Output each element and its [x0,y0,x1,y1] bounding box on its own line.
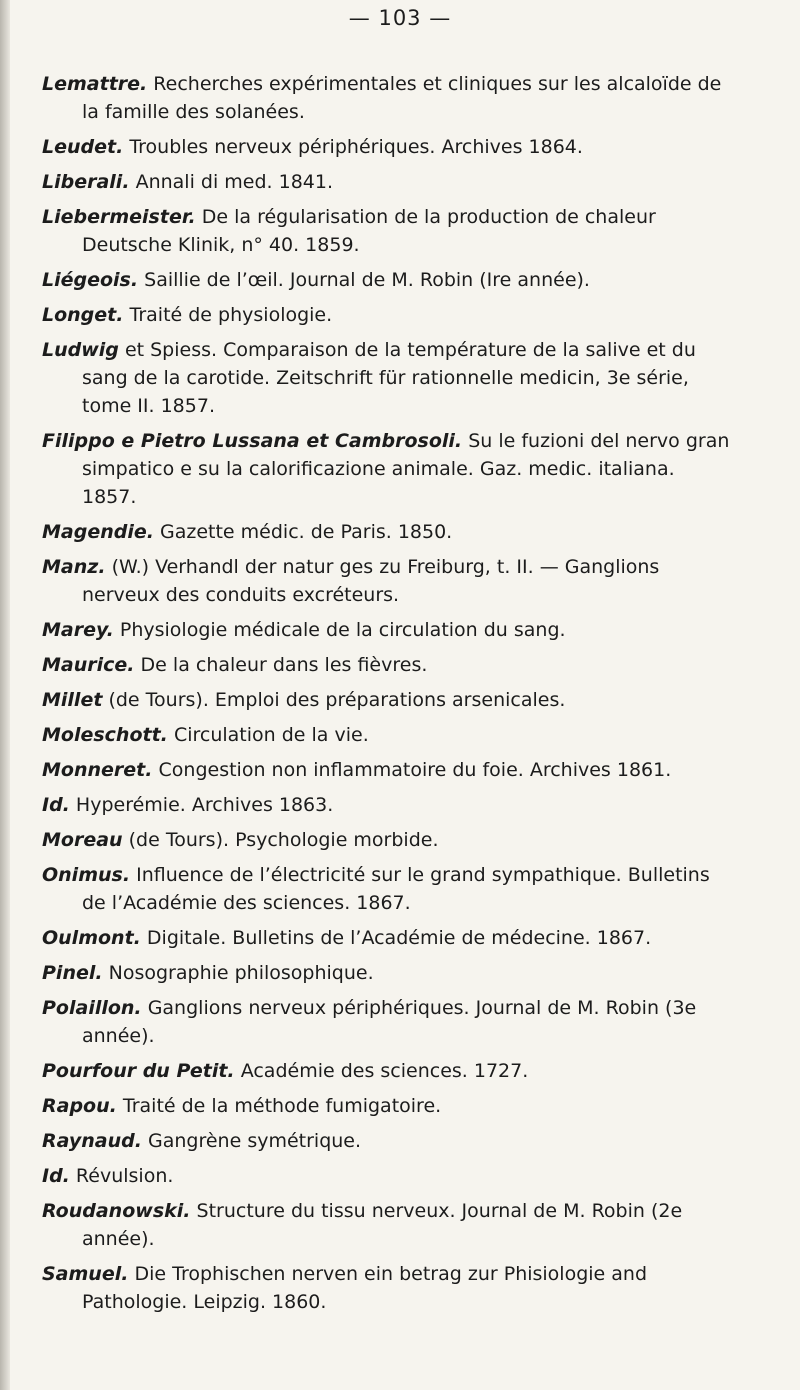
bibliography-entry [42,1260,732,1316]
entry-text: et Spiess. Comparaison de la température de la salive et du sang de la carotide. Zeitschrift für rationnelle medicin, 3e série, tome II. 1857. [82,339,696,417]
bibliography-entry [42,168,732,196]
bibliography-entry [42,518,732,546]
entry-author: Rapou. [42,1095,117,1117]
bibliography-entry [42,651,732,679]
entry-text: Digitale. Bulletins de l’Académie de médecine. 1867. [140,927,652,949]
entry-author: Raynaud. [42,1130,142,1152]
entry-text: Recherches expérimentales et cliniques sur les alcaloïde de la famille des solanées. [82,73,722,123]
entry-author: Filippo e Pietro Lussana et Cambrosoli. [42,430,463,452]
entry-text: Die Trophischen nerven ein betrag zur Phisiologie and Pathologie. Leipzig. 1860. [82,1263,648,1313]
entry-text: Su le fuzioni del nervo gran simpatico e su la calorificazione animale. Gaz. medic. italiana. 1857. [82,430,730,508]
bibliography-entry [42,1162,732,1190]
entry-author: Roudanowski. [42,1200,191,1222]
bibliography-entry [42,301,732,329]
entry-author: Samuel. [42,1263,129,1285]
entry-text: Gazette médic. de Paris. 1850. [153,521,453,543]
bibliography-entry [42,203,732,259]
entry-text: (de Tours). Emploi des préparations arsenicales. [102,689,566,711]
bibliography-entry [42,70,732,126]
entry-author: Moleschott. [42,724,168,746]
entry-author: Onimus. [42,864,131,886]
entry-author: Oulmont. [42,927,141,949]
entry-text: Structure du tissu nerveux. Journal de M. Robin (2e année). [82,1200,683,1250]
entry-text: Congestion non inflammatoire du foie. Archives 1861. [152,759,672,781]
bibliography-entry [42,1197,732,1253]
bibliography-entry [42,686,732,714]
entry-text: Traité de la méthode fumigatoire. [116,1095,442,1117]
bibliography-entry [42,266,732,294]
entry-text: De la régularisation de la production de chaleur Deutsche Klinik, n° 40. 1859. [82,206,656,256]
entry-text: Saillie de l’œil. Journal de M. Robin (Ire année). [138,269,590,291]
entry-author: Pinel. [42,962,103,984]
bibliography-entry [42,924,732,952]
entry-text: Troubles nerveux périphériques. Archives 1864. [123,136,583,158]
entry-text: (de Tours). Psychologie morbide. [122,829,439,851]
entry-author: Maurice. [42,654,135,676]
entry-text: Ganglions nerveux périphériques. Journal de M. Robin (3e année). [82,997,697,1047]
bibliography-entry [42,427,732,511]
entry-text: Gangrène symétrique. [141,1130,362,1152]
entry-author: Millet [42,689,103,711]
entry-text: Traité de physiologie. [123,304,333,326]
entry-text: Académie des sciences. 1727. [234,1060,529,1082]
entry-author: Liberali. [42,171,130,193]
entry-author: Liégeois. [42,269,139,291]
entry-author: Longet. [42,304,124,326]
entry-author: Ludwig [42,339,119,361]
bibliography-entry [42,959,732,987]
bibliography-entry [42,133,732,161]
entry-author: Manz. [42,556,106,578]
entry-text: Circulation de la vie. [167,724,369,746]
bibliography-entry [42,1092,732,1120]
entry-author: Monneret. [42,759,153,781]
entry-text: Physiologie médicale de la circulation du sang. [113,619,566,641]
entry-author: Polaillon. [42,997,142,1019]
entry-author: Marey. [42,619,114,641]
entry-author: Liebermeister. [42,206,196,228]
bibliography-entry [42,826,732,854]
entry-text: Annali di med. 1841. [129,171,334,193]
entry-author: Magendie. [42,521,154,543]
entry-text: Révulsion. [69,1165,174,1187]
entry-author: Id. [42,1165,70,1187]
entry-author: Id. [42,794,70,816]
entry-author: Lemattre. [42,73,148,95]
bibliography-entry [42,861,732,917]
entry-text: De la chaleur dans les fièvres. [134,654,428,676]
bibliography-entry [42,1057,732,1085]
page-spine-shadow [0,0,10,1390]
entry-text: (W.) Verhandl der natur ges zu Freiburg, t. II. — Ganglions nerveux des conduits excréteurs. [82,556,660,606]
bibliography-entry [42,994,732,1050]
entry-text: Hyperémie. Archives 1863. [69,794,334,816]
entry-text: Influence de l’électricité sur le grand sympathique. Bulletins de l’Académie des sciences. 1867. [82,864,710,914]
bibliography-entry [42,791,732,819]
entry-author: Moreau [42,829,123,851]
bibliography-entry [42,336,732,420]
bibliography-entry [42,616,732,644]
bibliography-entry [42,721,732,749]
bibliography-list [42,70,732,1323]
entry-text: Nosographie philosophique. [102,962,374,984]
entry-author: Pourfour du Petit. [42,1060,235,1082]
entry-author: Leudet. [42,136,124,158]
bibliography-entry [42,1127,732,1155]
bibliography-entry [42,756,732,784]
bibliography-entry [42,553,732,609]
page-number: — 103 — [348,6,452,30]
